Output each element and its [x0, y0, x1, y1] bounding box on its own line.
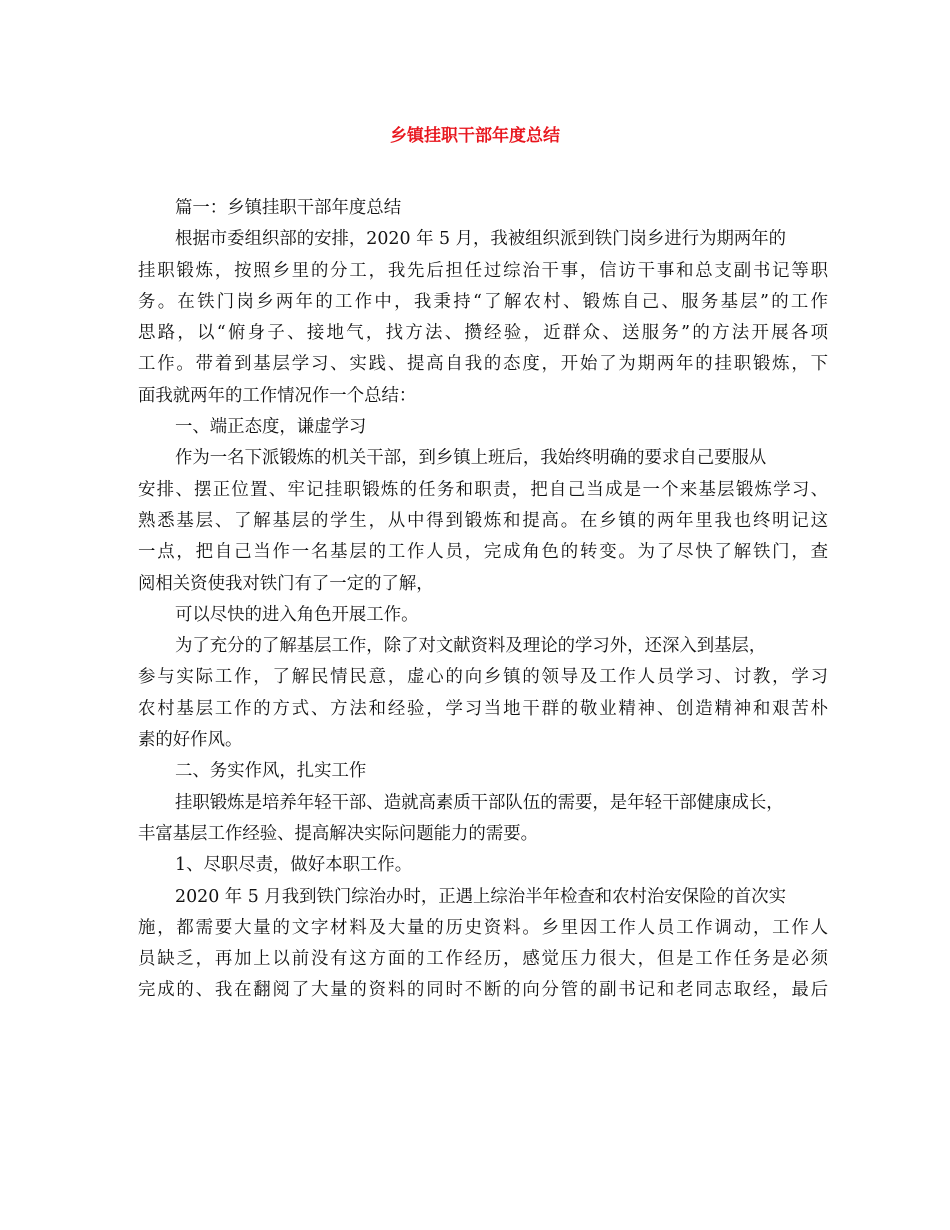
- paragraph-line: 素的好作风。: [138, 730, 243, 751]
- paragraph-line: 思路，以“俯身子、接地气，找方法、攒经验，近群众、送服务”的方法开展各项: [138, 323, 828, 344]
- paragraph-line: 施，都需要大量的文字材料及大量的历史资料。乡里因工作人员工作调动，工作人: [138, 917, 828, 938]
- paragraph-line: 务。在铁门岗乡两年的工作中，我秉持“了解农村、锻炼自己、服务基层”的工作: [138, 291, 828, 312]
- subsection-heading-one: 1、尽职尽责，做好本职工作。: [175, 855, 413, 876]
- paragraph-line: 农村基层工作的方式、方法和经验，学习当地干群的敬业精神、创造精神和艰苦朴: [138, 698, 828, 719]
- paragraph-line: 一点，把自己当作一名基层的工作人员，完成角色的转变。为了尽快了解铁门，查: [138, 542, 828, 563]
- paragraph-line: 挂职锻炼，按照乡里的分工，我先后担任过综治干事，信访干事和总支副书记等职: [138, 260, 828, 281]
- paragraph-line: 工作。带着到基层学习、实践、提高自我的态度，开始了为期两年的挂职锻炼，下: [138, 354, 828, 375]
- paragraph-line: 作为一名下派锻炼的机关干部，到乡镇上班后，我始终明确的要求自己要服从: [175, 448, 767, 469]
- paragraph-line: 阅相关资使我对铁门有了一定的了解，: [138, 573, 434, 594]
- paragraph-line: 安排、摆正位置、牢记挂职锻炼的任务和职责，把自己当成是一个来基层锻炼学习、: [138, 479, 828, 500]
- paragraph-line: 丰富基层工作经验、提高解决实际问题能力的需要。: [138, 823, 538, 844]
- section-heading-two: 二、务实作风，扎实工作: [175, 761, 367, 782]
- paragraph-line: 员缺乏，再加上以前没有这方面的工作经历，感觉压力很大，但是工作任务是必须: [138, 949, 828, 970]
- paragraph-line: 完成的、我在翻阅了大量的资料的同时不断的向分管的副书记和老同志取经，最后: [138, 980, 828, 1001]
- paragraph-line: 面我就两年的工作情况作一个总结：: [138, 385, 417, 406]
- document-body: [138, 193, 828, 1007]
- section-heading-part-one: 篇一：乡镇挂职干部年度总结: [175, 198, 402, 218]
- paragraph-line: 可以尽快的进入角色开展工作。: [175, 604, 419, 625]
- paragraph-line: 挂职锻炼是培养年轻干部、造就高素质干部队伍的需要，是年轻干部健康成长，: [175, 792, 784, 813]
- paragraph-line: 根据市委组织部的安排，2020 年 5 月，我被组织派到铁门岗乡进行为期两年的: [175, 229, 787, 250]
- section-heading-one: 一、端正态度，谦虚学习: [175, 417, 367, 438]
- paragraph-line: 2020 年 5 月我到铁门综治办时，正遇上综治半年检查和农村治安保险的首次实: [175, 886, 787, 907]
- document-title: 乡镇挂职干部年度总结: [390, 126, 560, 146]
- paragraph-line: 为了充分的了解基层工作，除了对文献资料及理论的学习外，还深入到基层，: [175, 636, 767, 657]
- paragraph-line: 参与实际工作，了解民情民意，虚心的向乡镇的领导及工作人员学习、讨教，学习: [138, 667, 828, 688]
- paragraph-line: 熟悉基层、了解基层的学生，从中得到锻炼和提高。在乡镇的两年里我也终明记这: [138, 510, 828, 531]
